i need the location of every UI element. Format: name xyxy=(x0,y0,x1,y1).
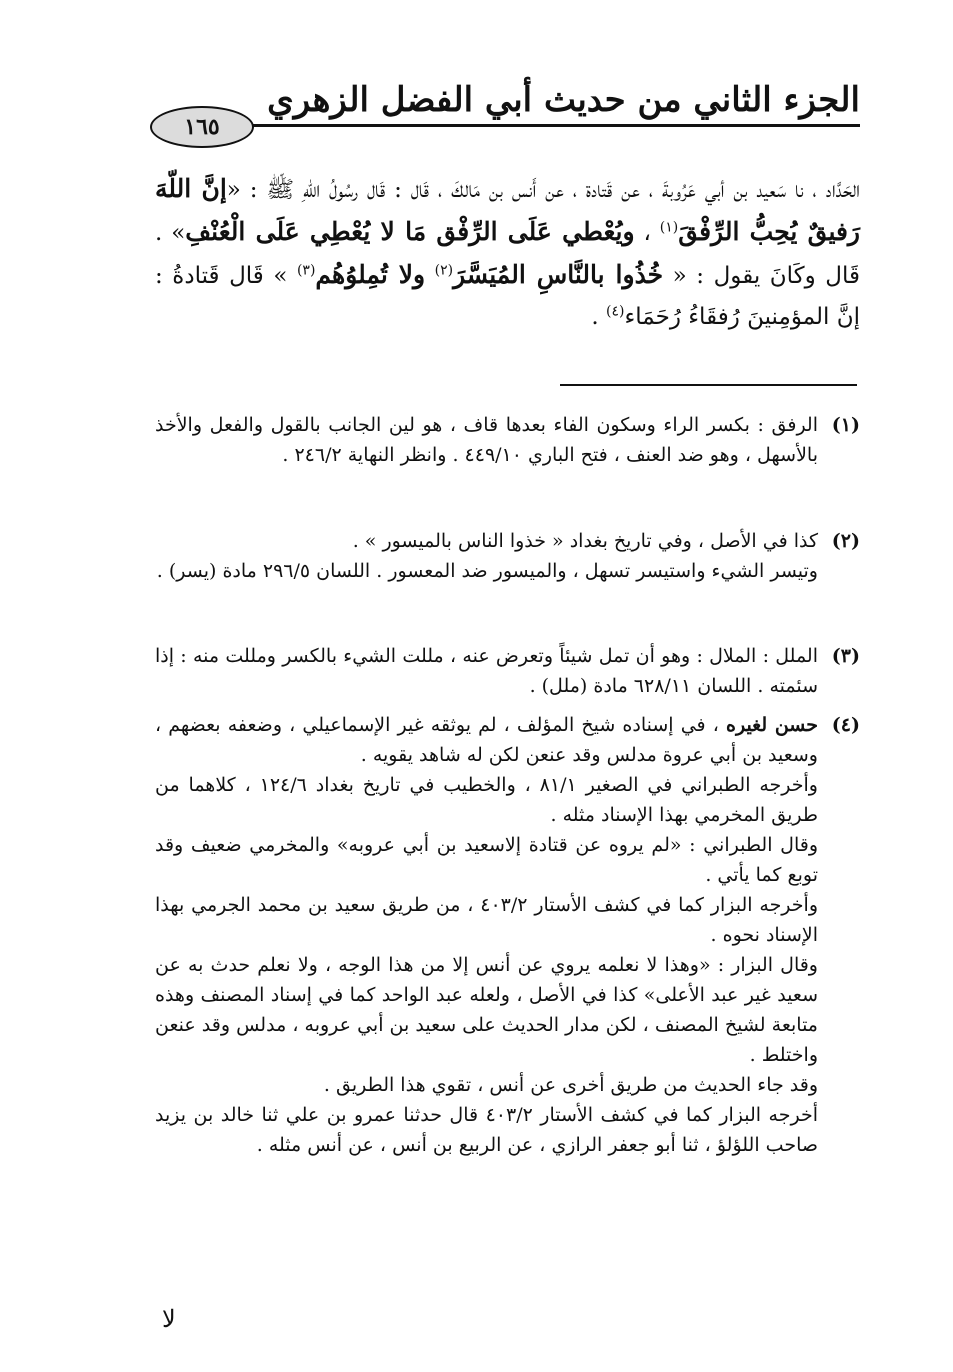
catchword-mark: ﻻ xyxy=(162,1305,176,1333)
running-title: الجزء الثاني من حديث أبي الفضل الزهري xyxy=(267,80,860,120)
footnote-ref-4: (٤) xyxy=(606,303,625,320)
page-number: ١٦٥ xyxy=(150,106,254,148)
footnote-number: (٢) xyxy=(831,530,860,552)
hadith-text-3: خُذُوا بالنَّاسِ المُيَسَّرَ xyxy=(453,260,664,289)
footnote-3 xyxy=(155,641,860,701)
footnote-body xyxy=(155,710,818,1160)
main-paragraph xyxy=(155,168,860,338)
footnote-text: وأخرجه البزار كما في كشف الأستار ٤٠٣/٢ ، من طريق سعيد بن محمد الجرمي بهذا الإسناد نحوه . xyxy=(155,894,818,946)
footnote-text: الملل : الملال : وهو أن تمل شيئاً وتعرض عنه ، مللت الشيء بالكسر ومللت منه : إذا سئمته . اللسان ٦٢٨/١١ مادة (ملل) . xyxy=(155,645,818,697)
footnote-text: وقال البزار : «وهذا لا نعلمه يروي عن أنس إلا من هذا الوجه ، ولا نعلم حدث به عن سعيد غير عبد الأعلى» كذا في الأصل ، ولعله عبد الواحد كما في إسناد المصنف وهذه متابعة لشيخ المصنف ، لكن مدار الحديث على سعيد بن أبي عروبه ، مدلس وقد عنعن واختلط . xyxy=(155,954,818,1066)
footnote-4 xyxy=(155,710,860,1160)
footnote-text: وقد جاء الحديث من طريق أخرى عن أنس ، تقوي هذا الطريق . xyxy=(323,1074,818,1096)
footnote-text xyxy=(155,710,818,770)
footnote-number: (١) xyxy=(831,414,860,436)
footnote-text: الرفق : بكسر الراء وسكون الفاء بعدها قاف ، هو لين الجانب بالقول والفعل والأخذ بالأسهل ، وهو ضد العنف ، فتح الباري ٤٤٩/١٠ . وانظر النهاية ٢٤٦/٢ . xyxy=(155,414,818,466)
main-separator: ، xyxy=(634,220,660,246)
hadith-text-2: ويُعْطي عَلَى الرِّفْق مَا لا يُعْطِي عَلَى الْعُنْفِ xyxy=(185,217,635,246)
footnote-number: (٤) xyxy=(831,714,860,736)
hadith-text-4: ولا تُمِلوُهُم xyxy=(315,260,426,289)
footnote-separator xyxy=(560,384,857,386)
grading-explanation: ، في إسناده شيخ المؤلف ، لم يوثقه غير الإسماعيلي ، وضعفه بعضهم ، وسعيد بن أبي عروة مدلس وقد عنعن لكن له شاهد يقويه . xyxy=(155,714,818,766)
footnote-text: كذا في الأصل ، وفي تاريخ بغداد « خذوا الناس بالميسور » . xyxy=(352,530,818,552)
footnote-ref-2: (٢) xyxy=(434,262,454,279)
footnote-1 xyxy=(155,410,860,470)
footnote-body xyxy=(155,641,818,701)
main-line-2-intro: قَال رسُولُ اللّهِ ﷺ : « xyxy=(226,177,386,203)
footnote-2 xyxy=(155,526,860,586)
qatadah-saying: » قَال قَتادةُ : إنَّ المؤمِنينَ رُفقَاءُ رُحَمَاء xyxy=(155,263,860,330)
main-line-1: الحَدَّاد ، نا سَعيد بن أبي عَرُوبةَ ، عن قَتادة ، عن أَنس بن مَالكَ ، قَال : xyxy=(394,177,860,203)
main-text xyxy=(155,168,860,338)
main-space xyxy=(425,263,435,289)
footnote-body xyxy=(155,526,818,586)
page-header xyxy=(150,78,860,148)
main-line-3-intro: » . قَال وكَانَ يقول : « xyxy=(155,220,860,289)
main-end: . xyxy=(591,304,607,330)
footnote-text: أخرجه البزار كما في كشف الأستار ٤٠٣/٢ قال حدثنا عمرو بن علي ثنا خالد بن يزيد صاحب اللؤلؤ ، ثنا أبو جعفر الرازي ، عن الربيع بن أنس ، عن أنس مثله . xyxy=(155,1104,818,1156)
footnote-text: وأخرجه الطبراني في الصغير ٨١/١ ، والخطيب في تاريخ بغداد ١٢٤/٦ ، كلاهما من طريق المخرمي بهذا الإسناد مثله . xyxy=(155,774,818,826)
footnote-ref-1: (١) xyxy=(659,219,679,236)
header-rule xyxy=(245,124,860,127)
footnote-body xyxy=(155,410,818,470)
hadith-text-1: إنَّ اللّهَ رَفيقٌ يُحِبُّ الرِّفْقَ xyxy=(155,174,861,246)
footnote-text: وقال الطبراني : «لم يروه عن قتادة إلاسعيد بن أبي عروبه» والمخرمي ضعيف وقد توبع كما يأتي . xyxy=(155,834,818,886)
footnote-ref-3: (٣) xyxy=(296,262,316,279)
grading: حسن لغيره xyxy=(726,714,818,736)
footnote-number: (٣) xyxy=(831,645,860,667)
footnote-text: وتيسر الشيء واستيسر تسهل ، والميسور ضد المعسور . اللسان ٢٩٦/٥ مادة (يسر) . xyxy=(156,560,818,582)
